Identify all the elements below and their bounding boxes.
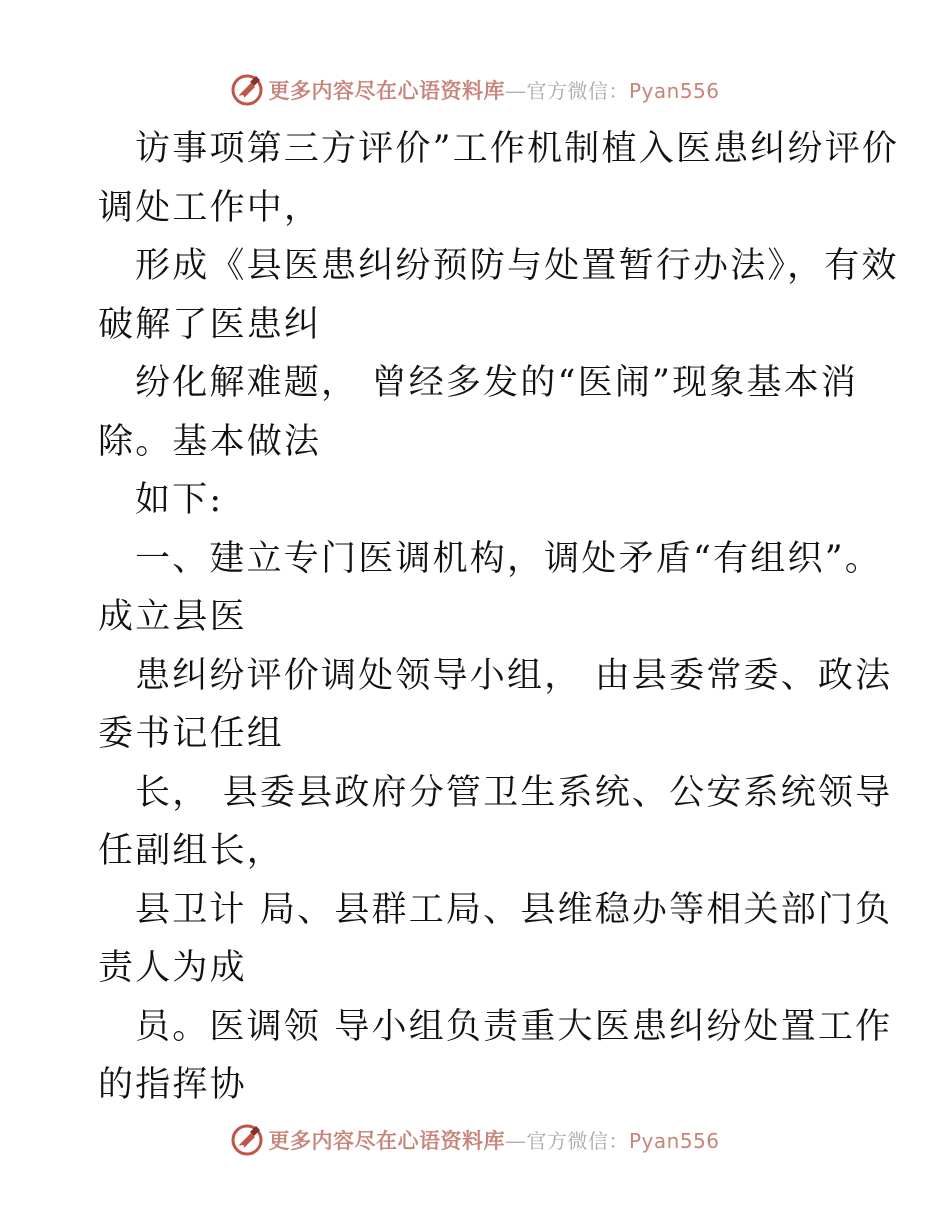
text-line: 责人为成: [98, 948, 247, 988]
text-line: 员。医调领 导小组负责重大医患纠纷处置工作: [135, 1006, 893, 1047]
watermark-main: 更多内容尽在心语资料库: [268, 78, 505, 103]
text-line: 的指挥协: [98, 1065, 247, 1105]
brand-logo-icon: [230, 73, 264, 107]
text-line: 县卫计 局、县群工局、县维稳办等相关部门负: [135, 889, 893, 930]
text-line: 长， 县委县政府分管卫生系统、公安系统领导: [135, 772, 893, 813]
text-line: 形成《县医患纠纷预防与处置暂行办法》，有效: [135, 246, 899, 286]
header-watermark: [0, 70, 950, 110]
text-line: 除。基本做法: [98, 421, 322, 462]
watermark-text: [268, 75, 719, 105]
watermark-account: Pyan556: [628, 79, 720, 103]
watermark-sub: 官方微信：: [526, 79, 629, 103]
text-line: 纷化解难题， 曾经多发的“医闹”现象基本消: [135, 363, 859, 403]
watermark-dash: —: [504, 79, 527, 103]
watermark-main: 更多内容尽在心语资料库: [268, 1128, 505, 1153]
text-line: 一、建立专门医调机构，调处矛盾“有组织”。: [135, 538, 882, 579]
text-line: 患纠纷评价调处领导小组， 由县委常委、政法: [135, 655, 893, 696]
text-line: 访事项第三方评价”工作机制植入医患纠纷评价: [135, 129, 900, 169]
watermark-dash: —: [504, 1129, 527, 1153]
watermark-text: [268, 1125, 719, 1155]
text-line: 调处工作中，: [98, 187, 322, 228]
footer-watermark: [0, 1120, 950, 1160]
text-line: 成立县医: [98, 597, 247, 637]
text-line: 任副组长，: [98, 831, 285, 871]
document-body: [98, 120, 900, 1115]
watermark-account: Pyan556: [628, 1129, 720, 1153]
text-line: 如下:: [135, 480, 224, 520]
watermark-sub: 官方微信：: [526, 1129, 629, 1153]
brand-logo-icon: [230, 1123, 264, 1157]
text-line: 破解了医患纠: [98, 304, 322, 345]
text-line: 委书记任组: [98, 714, 285, 754]
